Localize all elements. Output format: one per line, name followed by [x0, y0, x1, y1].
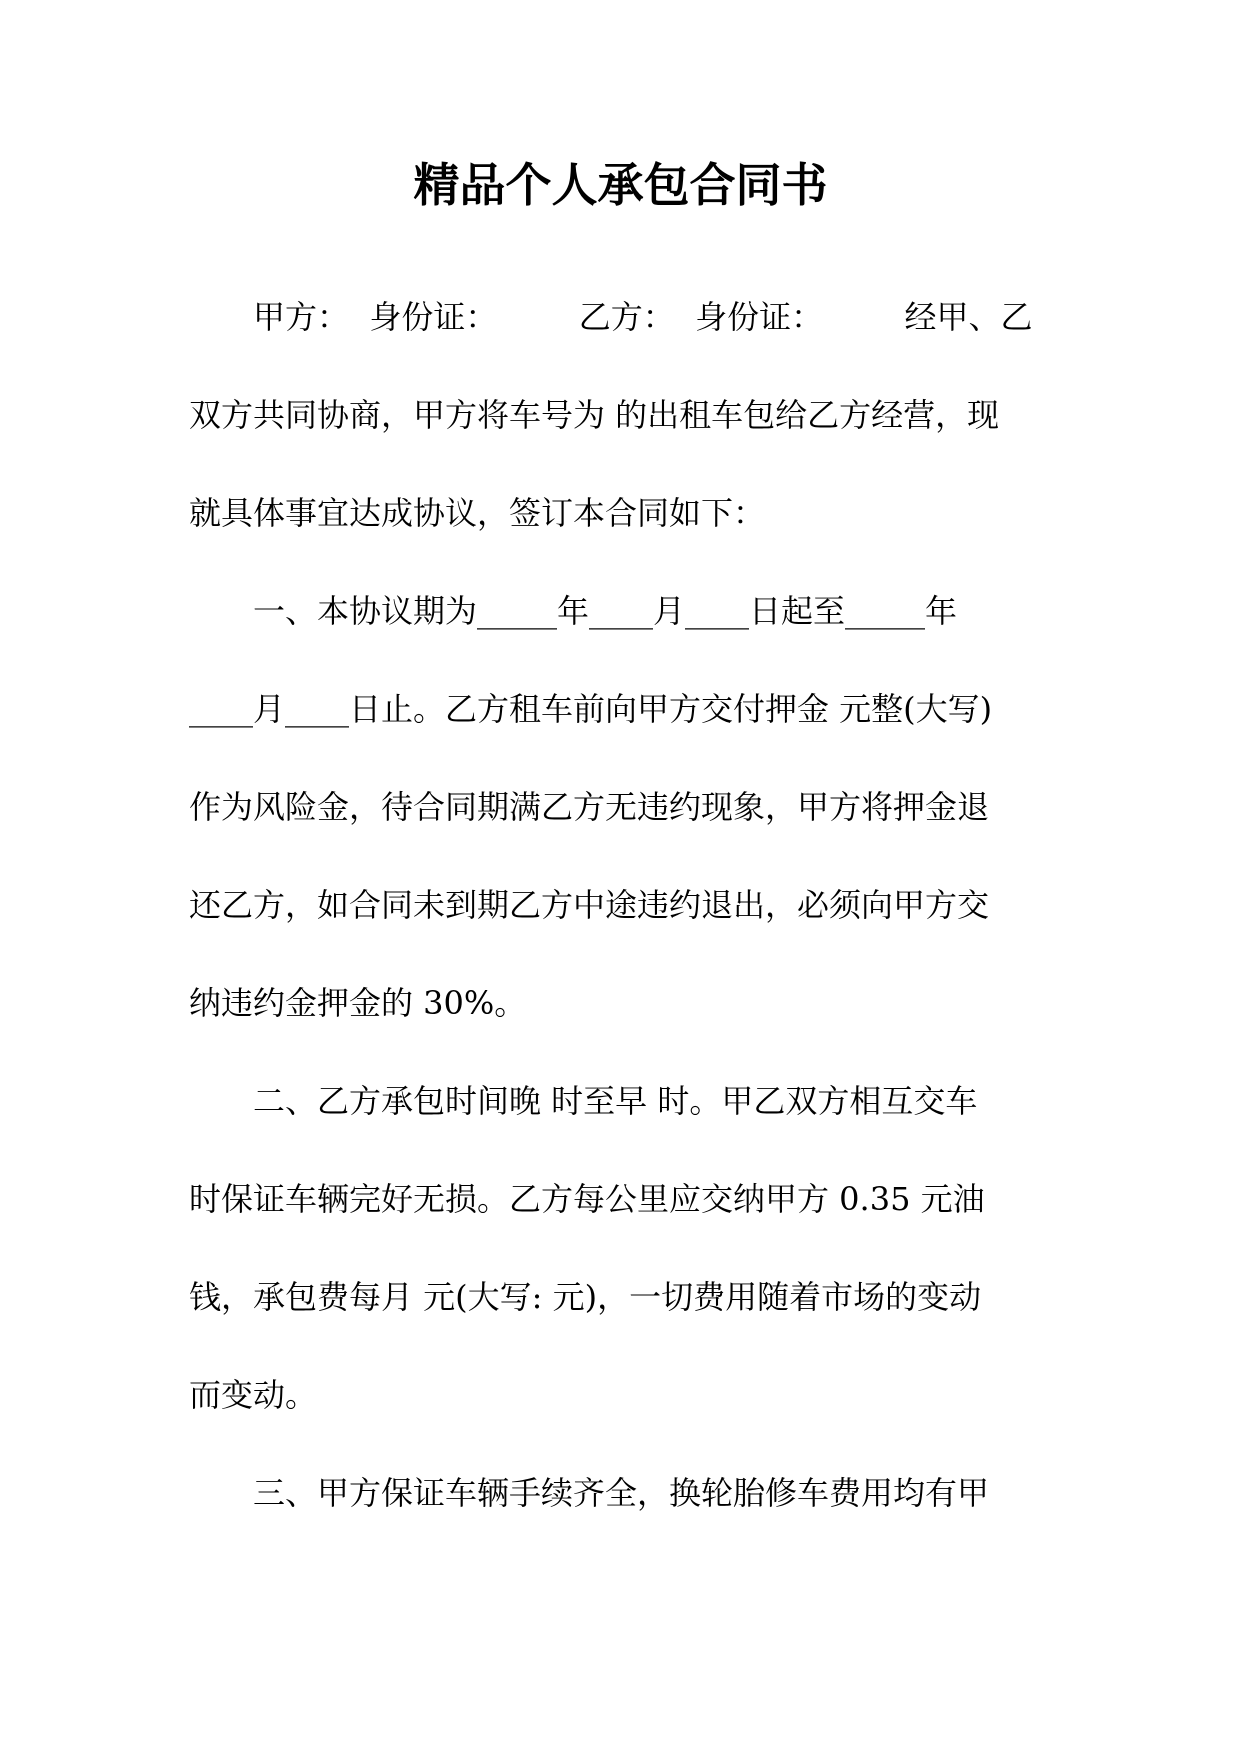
paragraph-line: 二、乙方承包时间晚 时至早 时。甲乙双方相互交车 — [253, 1082, 978, 1120]
paragraph-line: 钱，承包费每月 元(大写: 元)，一切费用随着市场的变动 — [189, 1278, 982, 1316]
paragraph-line: 纳违约金押金的 30%。 — [189, 984, 527, 1022]
paragraph-line: 时保证车辆完好无损。乙方每公里应交纳甲方 0.35 元油 — [189, 1180, 985, 1218]
paragraph-line: ____月____日止。乙方租车前向甲方交付押金 元整(大写) — [189, 690, 993, 728]
paragraph-line: 甲方： 身份证： 乙方： 身份证： 经甲、乙 — [253, 298, 1033, 336]
paragraph-line: 一、本协议期为_____年____月____日起至_____年 — [253, 592, 958, 630]
document-body — [189, 299, 1049, 1573]
paragraph-line: 而变动。 — [189, 1376, 318, 1414]
paragraph-line: 就具体事宜达成协议，签订本合同如下： — [189, 494, 766, 532]
paragraph-line: 三、甲方保证车辆手续齐全，换轮胎修车费用均有甲 — [253, 1474, 990, 1512]
paragraph-line: 双方共同协商，甲方将车号为 的出租车包给乙方经营，现 — [189, 396, 1000, 434]
document-title: 精品个人承包合同书 — [413, 158, 828, 212]
paragraph-line: 作为风险金，待合同期满乙方无违约现象，甲方将押金退 — [189, 788, 990, 826]
paragraph-line: 还乙方，如合同未到期乙方中途违约退出，必须向甲方交 — [189, 886, 990, 924]
